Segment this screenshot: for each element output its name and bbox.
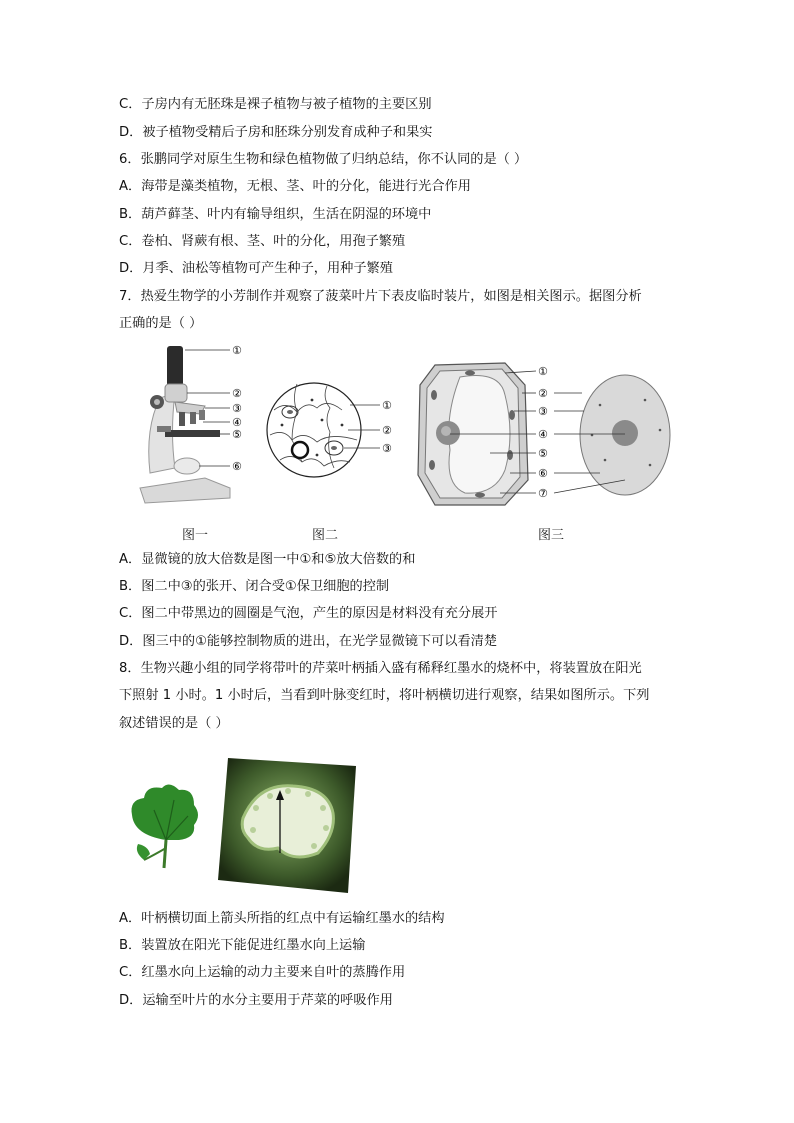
q6-stem: 6．张鹏同学对原生生物和绿色植物做了归纳总结，你不认同的是（ ） [119, 152, 528, 167]
fig2-mark-1: ① [382, 399, 392, 412]
q6-option-a: A．海带是藻类植物，无根、茎、叶的分化，能进行光合作用 [119, 179, 471, 194]
q7-stem-line2: 正确的是（ ） [119, 316, 203, 331]
celery-leaf-image [124, 780, 204, 875]
fig1-label: 图一 [182, 528, 209, 543]
fig3-mark-3: ③ [538, 405, 548, 418]
fig3-mark-5: ⑤ [538, 447, 548, 460]
q7-option-c: C．图二中带黑边的圆圈是气泡，产生的原因是材料没有充分展开 [119, 606, 498, 621]
q8-stem-line1: 8．生物兴趣小组的同学将带叶的芹菜叶柄插入盛有稀释红墨水的烧杯中，将装置放在阳光 [119, 661, 642, 676]
fig1-mark-6: ⑥ [232, 460, 242, 473]
fig3-mark-4: ④ [538, 428, 548, 441]
fig2-label: 图二 [312, 528, 339, 543]
q6-option-c: C．卷柏、肾蕨有根、茎、叶的分化，用孢子繁殖 [119, 234, 406, 249]
fig3-mark-2: ② [538, 387, 548, 400]
q8-option-c: C．红墨水向上运输的动力主要来自叶的蒸腾作用 [119, 965, 406, 980]
fig1-mark-1: ① [232, 344, 242, 357]
fig1-mark-3: ③ [232, 402, 242, 415]
petiole-cross-section-image [218, 758, 356, 893]
q5-option-d: D．被子植物受精后子房和胚珠分别发育成种子和果实 [119, 125, 433, 140]
q8-option-a: A．叶柄横切面上箭头所指的红点中有运输红墨水的结构 [119, 911, 445, 926]
cell-structure-figure [410, 355, 680, 515]
fig1-mark-5: ⑤ [232, 428, 242, 441]
fig3-mark-7: ⑦ [538, 487, 548, 500]
q6-option-d: D．月季、油松等植物可产生种子，用种子繁殖 [119, 261, 393, 276]
fig1-mark-4: ④ [232, 416, 242, 429]
fig3-label: 图三 [538, 528, 565, 543]
q8-option-d: D．运输至叶片的水分主要用于芹菜的呼吸作用 [119, 993, 393, 1008]
fig2-mark-2: ② [382, 424, 392, 437]
q7-stem-line1: 7．热爱生物学的小芳制作并观察了菠菜叶片下表皮临时装片，如图是相关图示。据图分析 [119, 289, 642, 304]
q7-option-b: B．图二中③的张开、闭合受①保卫细胞的控制 [119, 579, 390, 594]
q7-option-d: D．图三中的①能够控制物质的进出，在光学显微镜下可以看清楚 [119, 634, 498, 649]
q8-option-b: B．装置放在阳光下能促进红墨水向上运输 [119, 938, 366, 953]
fig1-mark-2: ② [232, 387, 242, 400]
fig3-mark-6: ⑥ [538, 467, 548, 480]
q8-stem-line2: 下照射 1 小时。1 小时后，当看到叶脉变红时，将叶柄横切进行观察，结果如图所示。下列 [119, 688, 650, 703]
q6-option-b: B．葫芦藓茎、叶内有输导组织，生活在阴湿的环境中 [119, 207, 432, 222]
microscope-figure [135, 338, 265, 508]
q7-option-a: A．显微镜的放大倍数是图一中①和⑤放大倍数的和 [119, 552, 416, 567]
q8-stem-line3: 叙述错误的是（ ） [119, 716, 229, 731]
q5-option-c: C．子房内有无胚珠是裸子植物与被子植物的主要区别 [119, 97, 432, 112]
epidermis-figure [262, 370, 402, 500]
fig2-mark-3: ③ [382, 442, 392, 455]
fig3-mark-1: ① [538, 365, 548, 378]
